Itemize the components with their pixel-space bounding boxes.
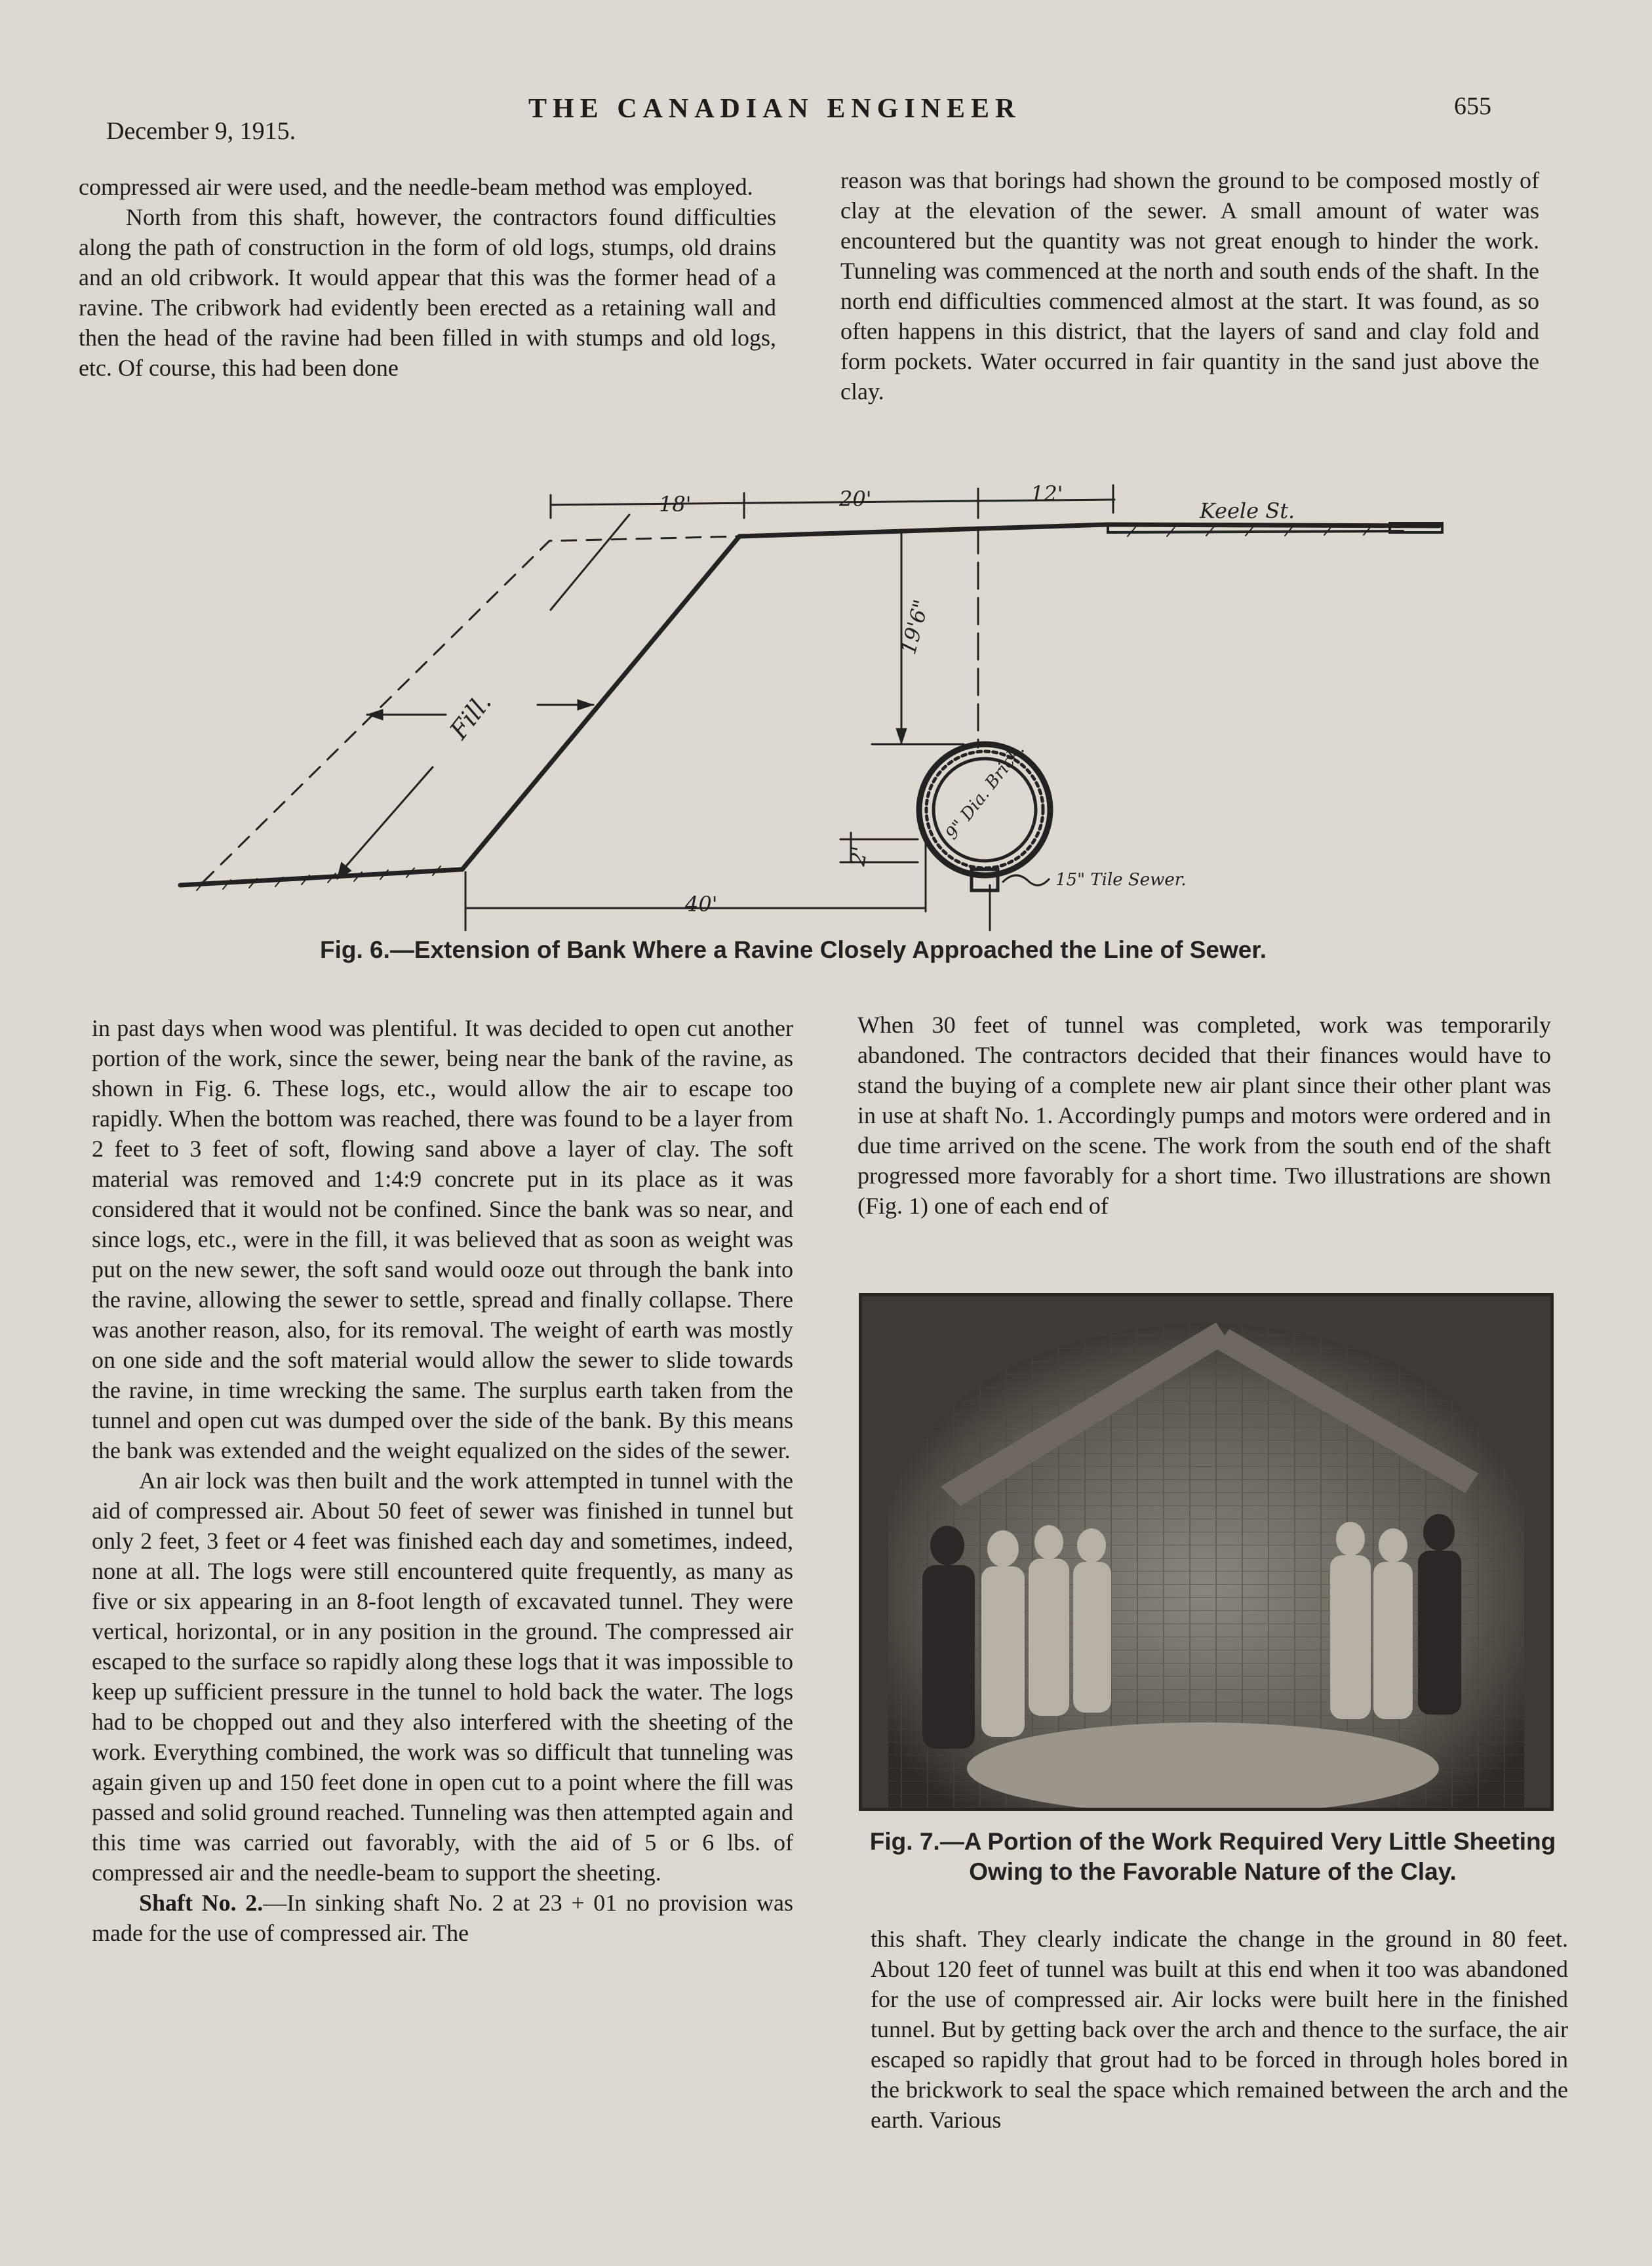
label-brick: 9" Dia. Brick.: [941, 740, 1029, 844]
dim-40: 40': [685, 892, 718, 917]
figure-6-caption: Fig. 6.—Extension of Bank Where a Ravine Closely Approached the Line of Sewer.: [319, 936, 1267, 963]
figure-6-diagram: [0, 452, 1652, 931]
page-number: 655: [1454, 92, 1491, 120]
dim-12: 12': [1031, 481, 1063, 506]
dim-depth: 19'6": [895, 597, 934, 658]
paragraph: reason was that borings had shown the ground to be composed mostly of clay at the elevation of the sewer. A small amount of water was encountered but the quantity was not great enough to hinder the work. Tunneling was commenced at the north and south ends of the shaft. In the north end difficulties commenced almost at the start. It was found, as so often happens in this district, that the layers of sand and clay fold and form pockets. Water occurred in fair quantity in the sand just above the clay.: [840, 167, 1539, 405]
section-heading: Shaft No. 2.: [139, 1890, 264, 1916]
paragraph: in past days when wood was plentiful. It was decided to open cut another portion of the work, since the sewer, being near the bank of the ravine, as shown in Fig. 6. These logs, etc., would allow the air to escape too rapidly. When the bottom was reached, there was found to be a layer from 2 feet to 3 feet of soft, flowing sand above a layer of clay. The soft material was removed and 1:4:9 concrete put in its place as it was considered that it would not be confined. Since the bank was so near, and since logs, etc., were in the fill, it was believed that as soon as weight was put on the new sewer, the soft sand would ooze out through the bank into the ravine, allowing the sewer to settle, spread and finally collapse. There was another reason, also, for its removal. The weight of earth was mostly on one side and the soft material would allow the sewer to slide towards the ravine, in time wrecking the same. The surplus earth taken from the tunnel and open cut was dumped over the side of the bank. By this means the bank was extended and the weight equalized on the sides of the sewer.: [92, 1015, 793, 1463]
header-date: December 9, 1915.: [106, 117, 296, 145]
dim-2: 2': [844, 845, 873, 868]
brick-sewer-section: [919, 744, 1050, 875]
paragraph: North from this shaft, however, the contractors found difficulties along the path of construction in the form of old logs, stumps, old drains and an old cribwork. It would appear that this was the former head of a ravine. The cribwork had evidently been erected as a retaining wall and then the head of the ravine had been filled in with stumps and old logs, etc. Of course, this had been done: [79, 204, 776, 381]
dim-18: 18': [659, 492, 692, 517]
column-left-top: [79, 172, 776, 383]
figure-7-caption: Fig. 7.—A Portion of the Work Required Very Little Sheeting Owing to the Favorable Nature of the Clay.: [869, 1828, 1556, 1885]
paragraph: [92, 1888, 793, 1948]
paragraph: An air lock was then built and the work attempted in tunnel with the aid of compressed air. About 50 feet of sewer was finished in tunnel but only 2 feet, 3 feet or 4 feet was finished each day and sometimes, indeed, none at all. The logs were still encountered quite frequently, as many as five or six appearing in an 8-foot length of excavated tunnel. They were vertical, horizontal, or in any position in the ground. The compressed air escaped to the surface so rapidly along these logs that it was impossible to keep up sufficient pressure in the tunnel to hold back the water. The logs had to be chopped out and they also interfered with the sheeting of the work. Everything combined, the work was so difficult that tunneling was again given up and 150 feet done in open cut to a point where the fill was passed and solid ground reached. Tunneling was then attempted again and this time was carried out favorably, with the aid of 5 or 6 lbs. of compressed air and the needle-beam to support the sheeting.: [92, 1467, 793, 1886]
label-keele-street: Keele St.: [1200, 498, 1295, 523]
dim-20: 20': [839, 487, 872, 511]
paragraph: this shaft. They clearly indicate the change in the ground in 80 feet. About 120 feet of tunnel was built at this end when it too was abandoned for the use of compressed air. Air locks were built here in the finished tunnel. But by getting back over the arch and thence to the surface, the air escaped so rapidly that grout had to be forced in through holes bored in the brickwork to seal the space which remained between the arch and the earth. Various: [871, 1926, 1568, 2133]
column-right-top: [840, 165, 1539, 407]
paragraph: When 30 feet of tunnel was completed, work was temporarily abandoned. The contractors decided that their finances would have to stand the buying of a complete new air plant since their other plant was in use at shaft No. 1. Accordingly pumps and motors were ordered and in due time arrived on the scene. The work from the south end of the shaft progressed more favorably for a short time. Two illustrations are shown (Fig. 1) one of each end of: [857, 1012, 1551, 1219]
label-tile-sewer: 15" Tile Sewer.: [1055, 870, 1187, 890]
column-left-bottom: [92, 1013, 793, 1948]
journal-title: THE CANADIAN ENGINEER: [528, 94, 1021, 124]
paragraph: compressed air were used, and the needle-beam method was employed.: [79, 174, 753, 200]
column-right-middle: [857, 1010, 1551, 1221]
label-fill: Fill.: [444, 688, 498, 745]
figure-7-photo: [859, 1293, 1554, 1811]
paragraph-text: —In sinking shaft No. 2 at 23 + 01 no provision was made for the use of compressed air. The: [92, 1890, 793, 1946]
column-right-bottom: [871, 1924, 1568, 2135]
ground-profile: [180, 525, 1439, 885]
